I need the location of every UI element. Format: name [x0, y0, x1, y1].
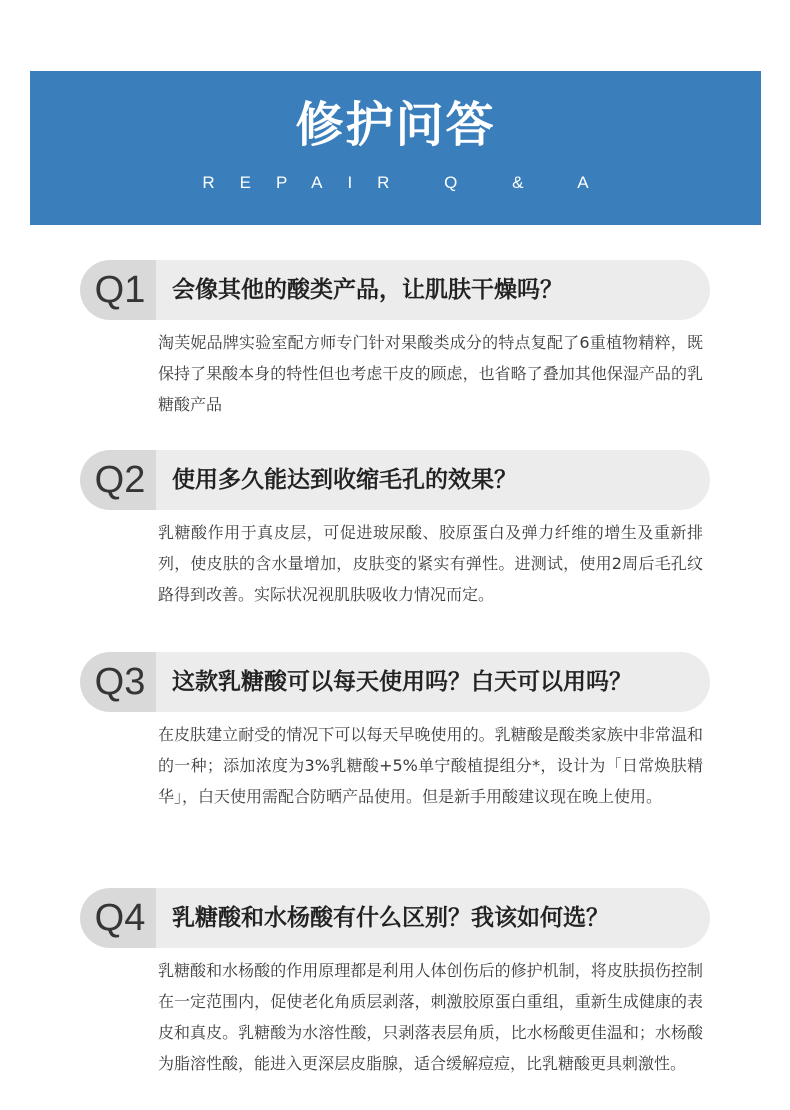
qa-item-3: [80, 652, 710, 812]
question-bar: [80, 450, 710, 510]
question-text: 乳糖酸和水杨酸有什么区别？我该如何选？: [172, 905, 609, 931]
answer-text: 乳糖酸作用于真皮层，可促进玻尿酸、胶原蛋白及弹力纤维的增生及重新排列，使皮肤的含水量增加，皮肤变的紧实有弹性。进测试，使用2周后毛孔纹路得到改善。实际状况视肌肤吸收力情况而定。: [158, 523, 703, 604]
question-bar: [80, 652, 710, 712]
question-number: Q4: [80, 888, 156, 948]
header-banner: [30, 71, 761, 225]
answer-text: 淘芙妮品牌实验室配方师专门针对果酸类成分的特点复配了6重植物精粹，既保持了果酸本身的特性但也考虑干皮的顾虑，也省略了叠加其他保湿产品的乳糖酸产品: [158, 333, 703, 414]
page-title: 修护问答: [295, 97, 496, 153]
qa-item-4: [80, 888, 710, 1079]
question-bar: [80, 888, 710, 948]
question-text: 会像其他的酸类产品，让肌肤干燥吗？: [172, 277, 563, 303]
question-number: Q2: [80, 450, 156, 510]
page-subtitle: REPAIR Q & A: [202, 173, 614, 192]
question-number: Q1: [80, 260, 156, 320]
question-text: 这款乳糖酸可以每天使用吗？白天可以用吗？: [172, 669, 632, 695]
answer-text: 在皮肤建立耐受的情况下可以每天早晚使用的。乳糖酸是酸类家族中非常温和的一种；添加浓度为3%乳糖酸+5%单宁酸植提组分*，设计为「日常焕肤精华」，白天使用需配合防晒产品使用。但是新手用酸建议现在晚上使用。: [158, 725, 703, 806]
qa-item-1: [80, 260, 710, 420]
question-bar: [80, 260, 710, 320]
question-text: 使用多久能达到收缩毛孔的效果？: [172, 467, 517, 493]
question-number: Q3: [80, 652, 156, 712]
answer-text: 乳糖酸和水杨酸的作用原理都是利用人体创伤后的修护机制，将皮肤损伤控制在一定范围内，促使老化角质层剥落，刺激胶原蛋白重组，重新生成健康的表皮和真皮。乳糖酸为水溶性酸，只剥落表层角质，比水杨酸更佳温和；水杨酸为脂溶性酸，能进入更深层皮脂腺，适合缓解痘痘，比乳糖酸更具刺激性。: [158, 961, 703, 1073]
qa-item-2: [80, 450, 710, 610]
